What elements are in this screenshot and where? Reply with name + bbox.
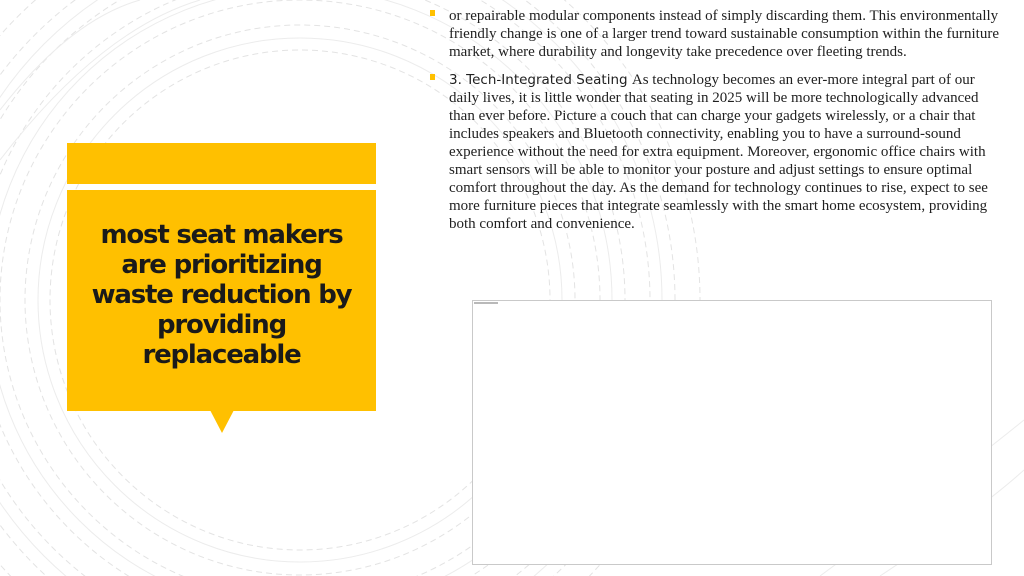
bullet-text: or repairable modular components instead of simply discarding them. This environmentally friendly change is one of a larger trend toward sustainable consumption within the furniture market, where durability and longevity take precedence over fleeting trends.	[449, 8, 999, 60]
bullet-square-icon	[430, 74, 435, 80]
bullet-list	[430, 7, 1000, 243]
image-placeholder	[472, 300, 992, 565]
bullet-item	[430, 71, 1000, 233]
callout-box	[67, 190, 376, 411]
bullet-item	[430, 7, 1000, 61]
callout-title: most seat makers are prioritizing waste reduction by providing replaceable	[91, 220, 352, 370]
callout-pointer	[210, 410, 234, 433]
broken-image-icon	[474, 302, 498, 304]
bullet-square-icon	[430, 10, 435, 16]
bullet-text: As technology becomes an ever-more integral part of our daily lives, it is little wonder that seating in 2025 will be more technologically advanced than ever before. Picture a couch that can charge your gadgets wirelessly, or a chair that includes speakers and Bluetooth connectivity, enabling you to have a surround-sound experience without the need for extra equipment. Moreover, ergonomic office chairs with smart sensors will be able to monitor your posture and adjust settings to ensure optimal comfort throughout the day. As the demand for technology continues to rise, expect to see more furniture pieces that integrate seamlessly with the smart home ecosystem, providing both comfort and convenience.	[449, 72, 988, 232]
bullet-lead: 3. Tech-Integrated Seating	[449, 72, 632, 88]
accent-band	[67, 143, 376, 184]
